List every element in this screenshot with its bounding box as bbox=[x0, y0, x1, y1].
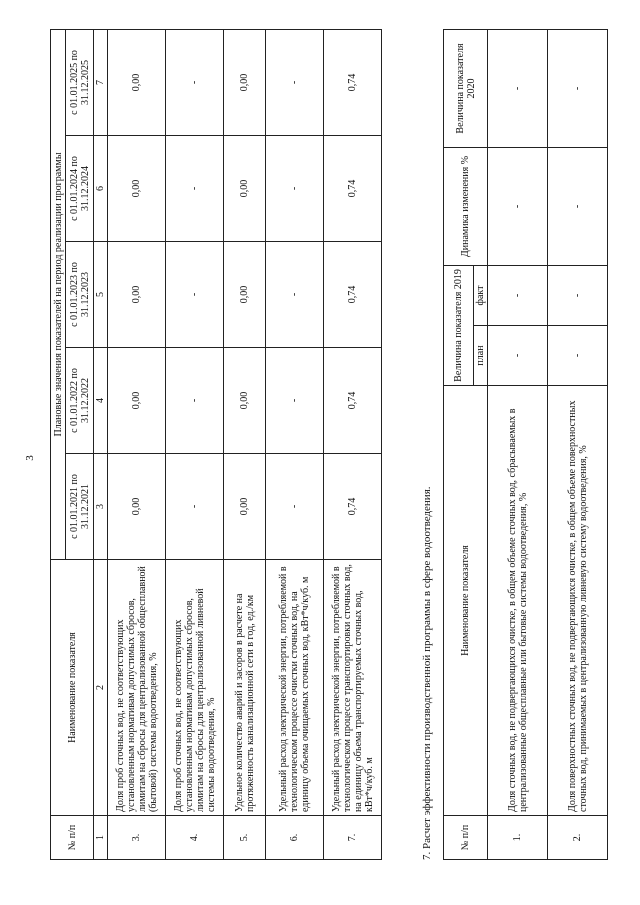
header-num: № п/п bbox=[51, 816, 94, 860]
col-number: 4 bbox=[94, 348, 108, 454]
header-plan-group: Плановые значения показателей на период реализации программы bbox=[51, 29, 66, 559]
row-plan: - bbox=[548, 326, 608, 386]
col-number: 5 bbox=[94, 242, 108, 348]
row-value-2020: - bbox=[548, 30, 608, 148]
header-dynamics: Динамика изменения % bbox=[444, 148, 488, 266]
table-row bbox=[224, 29, 266, 859]
header-value-2019: Величина показателя 2019 bbox=[444, 266, 474, 386]
col-number: 1 bbox=[94, 816, 108, 860]
rotated-page-content bbox=[50, 30, 640, 860]
row-value: 0,00 bbox=[224, 136, 266, 242]
section-7-title: 7. Расчет эффективности производственной программы в сфере водоотведения. bbox=[421, 486, 433, 860]
row-value: - bbox=[166, 348, 224, 454]
header-value-2020: Величина показателя 2020 bbox=[444, 30, 488, 148]
row-num: 6. bbox=[266, 816, 324, 860]
indicators-plan-table bbox=[50, 29, 382, 860]
row-value: 0,74 bbox=[324, 29, 382, 135]
row-dynamics: - bbox=[548, 148, 608, 266]
col-number: 7 bbox=[94, 29, 108, 135]
table-row bbox=[488, 30, 548, 860]
row-num: 7. bbox=[324, 816, 382, 860]
row-num: 2. bbox=[548, 816, 608, 860]
row-name: Доля проб сточных вод, не соответствующих установленным нормативам допустимых сбросов, лимитам на сбросы для централизованной общесплавной (бытовой) системы водоотведения, % bbox=[108, 560, 166, 816]
header-period-2021: с 01.01.2021 по 31.12.2021 bbox=[66, 454, 94, 560]
row-value: 0,00 bbox=[224, 454, 266, 560]
row-value: - bbox=[266, 29, 324, 135]
row-num: 5. bbox=[224, 816, 266, 860]
row-name: Доля поверхностных сточных вод, не подвергающихся очистке, в общем объеме поверхностных сточных вод, принимаемых в централизованную ливневую систему водоотведения, % bbox=[548, 386, 608, 816]
row-value-2020: - bbox=[488, 30, 548, 148]
header-name: Наименование показателя bbox=[51, 560, 94, 816]
row-value: 0,74 bbox=[324, 348, 382, 454]
col-number: 3 bbox=[94, 454, 108, 560]
row-num: 4. bbox=[166, 816, 224, 860]
row-plan: - bbox=[488, 326, 548, 386]
header-num: № п/п bbox=[444, 816, 488, 860]
row-value: - bbox=[266, 348, 324, 454]
header-name: Наименование показателя bbox=[444, 386, 488, 816]
row-value: - bbox=[166, 454, 224, 560]
col-number: 6 bbox=[94, 136, 108, 242]
row-value: - bbox=[166, 242, 224, 348]
header-plan: план bbox=[474, 326, 488, 386]
table-row bbox=[108, 29, 166, 859]
row-name: Доля сточных вод, не подвергающихся очистке, в общем объеме сточных вод, сбрасываемых в централизованные общесплавные или бытовые системы водоотведения, % bbox=[488, 386, 548, 816]
row-value: - bbox=[266, 454, 324, 560]
row-name: Удельный расход электрической энергии, потребляемой в технологическом процессе очистки сточных вод, на единицу объема очищаемых сточных вод, кВт*ч/куб. м bbox=[266, 560, 324, 816]
row-value: 0,00 bbox=[108, 29, 166, 135]
row-name: Доля проб сточных вод, не соответствующих установленным нормативам допустимых сбросов, лимитам на сбросы для централизованной ливневой системы водоотведения, % bbox=[166, 560, 224, 816]
row-value: 0,74 bbox=[324, 454, 382, 560]
row-value: 0,00 bbox=[224, 348, 266, 454]
row-fact: - bbox=[548, 266, 608, 326]
row-value: - bbox=[166, 136, 224, 242]
table-row bbox=[548, 30, 608, 860]
row-num: 3. bbox=[108, 816, 166, 860]
row-value: 0,00 bbox=[108, 136, 166, 242]
row-dynamics: - bbox=[488, 148, 548, 266]
col-number: 2 bbox=[94, 560, 108, 816]
row-value: - bbox=[266, 136, 324, 242]
header-period-2022: с 01.01.2022 по 31.12.2022 bbox=[66, 348, 94, 454]
row-value: - bbox=[266, 242, 324, 348]
header-period-2025: с 01.01.2025 по 31.12.2025 bbox=[66, 29, 94, 135]
row-value: 0,00 bbox=[108, 454, 166, 560]
row-fact: - bbox=[488, 266, 548, 326]
table-row bbox=[166, 29, 224, 859]
table-row bbox=[266, 29, 324, 859]
efficiency-table bbox=[443, 29, 608, 860]
row-value: 0,74 bbox=[324, 242, 382, 348]
row-value: 0,00 bbox=[224, 242, 266, 348]
row-value: 0,00 bbox=[108, 348, 166, 454]
page-number: 3 bbox=[24, 455, 36, 461]
row-value: 0,74 bbox=[324, 136, 382, 242]
header-fact: факт bbox=[474, 266, 488, 326]
header-period-2023: с 01.01.2023 по 31.12.2023 bbox=[66, 242, 94, 348]
row-value: - bbox=[166, 29, 224, 135]
row-value: 0,00 bbox=[224, 29, 266, 135]
row-num: 1. bbox=[488, 816, 548, 860]
row-name: Удельное количество аварий и засоров в расчете на протяженность канализационной сети в год, ед./км bbox=[224, 560, 266, 816]
header-period-2024: с 01.01.2024 по 31.12.2024 bbox=[66, 136, 94, 242]
row-name: Удельный расход электрической энергии, потребляемой в технологическом процессе транспортировки сточных вод, на единицу объема транспортируемых сточных вод, кВт*ч/куб. м bbox=[324, 560, 382, 816]
table-row bbox=[324, 29, 382, 859]
row-value: 0,00 bbox=[108, 242, 166, 348]
